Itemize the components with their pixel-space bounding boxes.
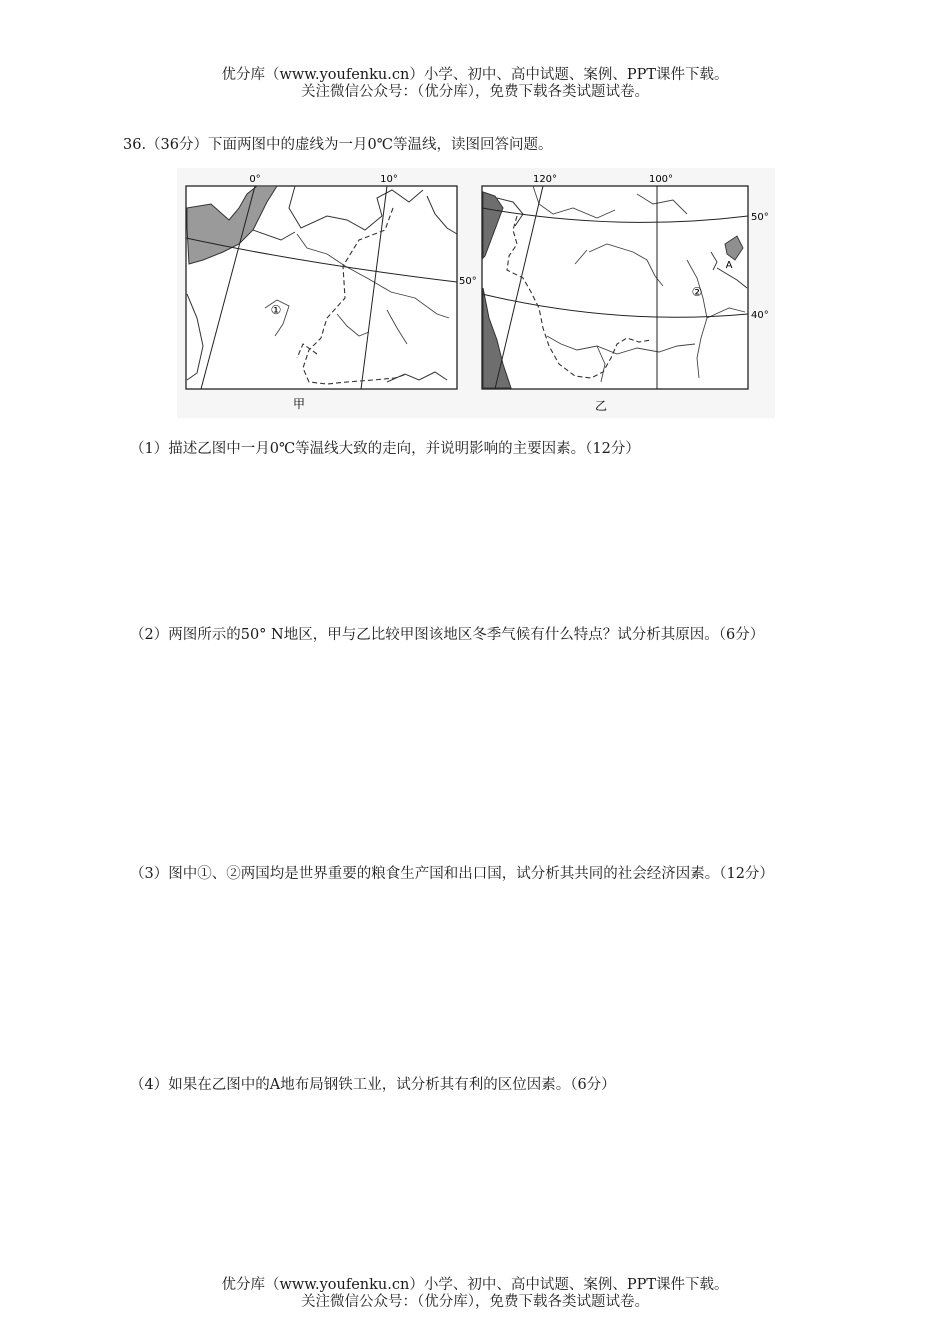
yi-caption: 乙	[594, 399, 608, 413]
jia-lon-right-label: 10°	[380, 174, 398, 185]
page-footer	[0, 1277, 950, 1311]
jia-lon-left-label: 0°	[249, 174, 261, 185]
yi-lat-top-label: 50°	[751, 212, 769, 223]
footer-line-1: 优分库（www.youfenku.cn）小学、初中、高中试题、案例、PPT课件下载。	[221, 1277, 729, 1293]
header-line-2: 关注微信公众号：（优分库），免费下载各类试题试卷。	[301, 84, 649, 100]
question-4: （4）如果在乙图中的A地布局钢铁工业，试分析其有利的区位因素。（6分）	[130, 1077, 616, 1093]
isotherm-maps-figure	[177, 168, 775, 418]
question-2: （2）两图所示的50° N地区，甲与乙比较甲图该地区冬季气候有什么特点？试分析其原因。（6分）	[130, 627, 765, 643]
question-1: （1）描述乙图中一月0℃等温线大致的走向，并说明影响的主要因素。（12分）	[130, 441, 640, 457]
jia-caption: 甲	[292, 397, 306, 411]
footer-line-2: 关注微信公众号：（优分库），免费下载各类试题试卷。	[301, 1294, 649, 1310]
country-1-marker: ①	[270, 303, 282, 317]
country-2-marker: ②	[691, 285, 703, 299]
question-36-intro: 36.（36分）下面两图中的虚线为一月0℃等温线，读图回答问题。	[123, 137, 553, 153]
question-3: （3）图中①、②两国均是世界重要的粮食生产国和出口国，试分析其共同的社会经济因素。（12分）	[130, 866, 774, 882]
yi-lon-right-label: 100°	[648, 174, 674, 185]
point-a-marker: A	[725, 260, 733, 271]
jia-lat-label: 50°	[459, 276, 477, 287]
yi-lon-left-label: 120°	[532, 174, 558, 185]
map-jia	[186, 186, 457, 389]
yi-lat-bottom-label: 40°	[751, 310, 769, 321]
header-line-1: 优分库（www.youfenku.cn）小学、初中、高中试题、案例、PPT课件下载。	[221, 67, 729, 83]
map-yi	[482, 186, 748, 389]
page-header	[0, 67, 950, 101]
